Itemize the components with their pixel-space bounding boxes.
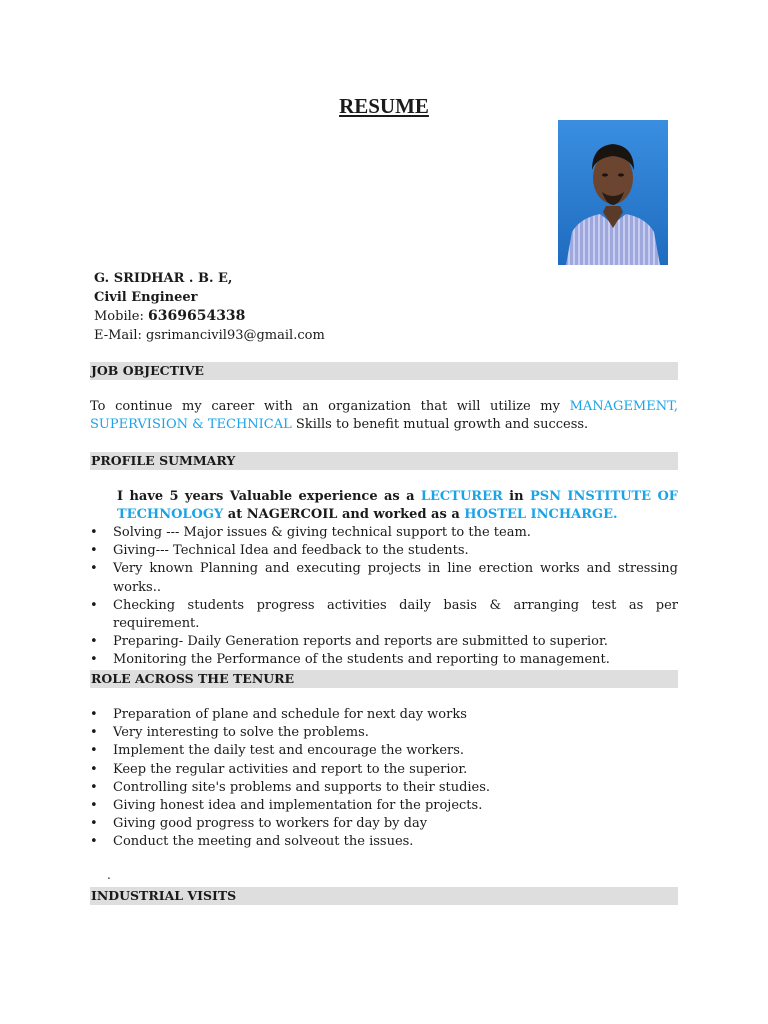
list-item: • Keep the regular activities and report to the superior. [90,761,678,779]
stray-mark: . [107,868,111,882]
candidate-role: Civil Engineer [94,289,198,305]
list-item: • Giving honest idea and implementation for the projects. [90,797,678,815]
list-item: • Controlling site's problems and supports to their studies. [90,779,678,797]
role-across-tenure-list [90,706,678,852]
list-item: • Solving --- Major issues & giving technical support to the team. [90,524,678,542]
list-item: • Giving good progress to workers for day by day [90,815,678,833]
email-address: gsrimancivil93@gmail.com [146,327,325,343]
list-item: • Checking students progress activities daily basis & arranging test as per requirement. [90,597,678,633]
profile-photo-image [558,120,668,265]
contact-block [94,270,325,345]
list-item: • Very known Planning and executing projects in line erection works and stressing works.. [90,560,678,596]
list-item: • Implement the daily test and encourage the workers. [90,742,678,760]
list-item: • Very interesting to solve the problems. [90,724,678,742]
list-item: • Preparation of plane and schedule for next day works [90,706,678,724]
section-heading-role-across-tenure: ROLE ACROSS THE TENURE [90,670,678,688]
email-label: E-Mail: [94,327,142,343]
section-heading-profile-summary: PROFILE SUMMARY [90,452,678,470]
job-objective-highlight: MANAGEMENT, SUPERVISION & TECHNICAL [90,399,678,432]
mobile-line [94,307,325,327]
list-item: • Giving--- Technical Idea and feedback to the students. [90,542,678,560]
profile-summary-list [90,524,678,670]
job-objective-after: Skills to benefit mutual growth and success. [291,417,589,432]
profile-photo [558,120,668,265]
resume-title: RESUME [339,94,429,118]
lead-highlight-lecturer: LECTURER [420,489,503,504]
section-heading-job-objective: JOB OBJECTIVE [90,362,678,380]
profile-summary-lead [117,488,678,524]
mobile-number: 6369654338 [148,308,246,324]
lead-part-1: I have 5 years Valuable experience as a [117,489,421,504]
mobile-label: Mobile: [94,309,144,324]
job-objective-text [90,398,678,434]
section-heading-industrial-visits: INDUSTRIAL VISITS [90,887,678,905]
job-objective-before: To continue my career with an organization that will utilize my [90,399,570,414]
list-item: • Preparing- Daily Generation reports and reports are submitted to superior. [90,633,678,651]
lead-highlight-hostel: HOSTEL INCHARGE. [464,507,618,522]
lead-highlight-institute: PSN INSTITUTE OF TECHNOLOGY [117,489,678,522]
email-line [94,327,325,346]
candidate-name: G. SRIDHAR . B. E, [94,271,233,286]
list-item: • Conduct the meeting and solveout the issues. [90,833,678,851]
lead-part-3: at NAGERCOIL and worked as a [223,507,465,522]
lead-part-2: in [502,489,530,504]
list-item: • Monitoring the Performance of the students and reporting to management. [90,651,678,669]
